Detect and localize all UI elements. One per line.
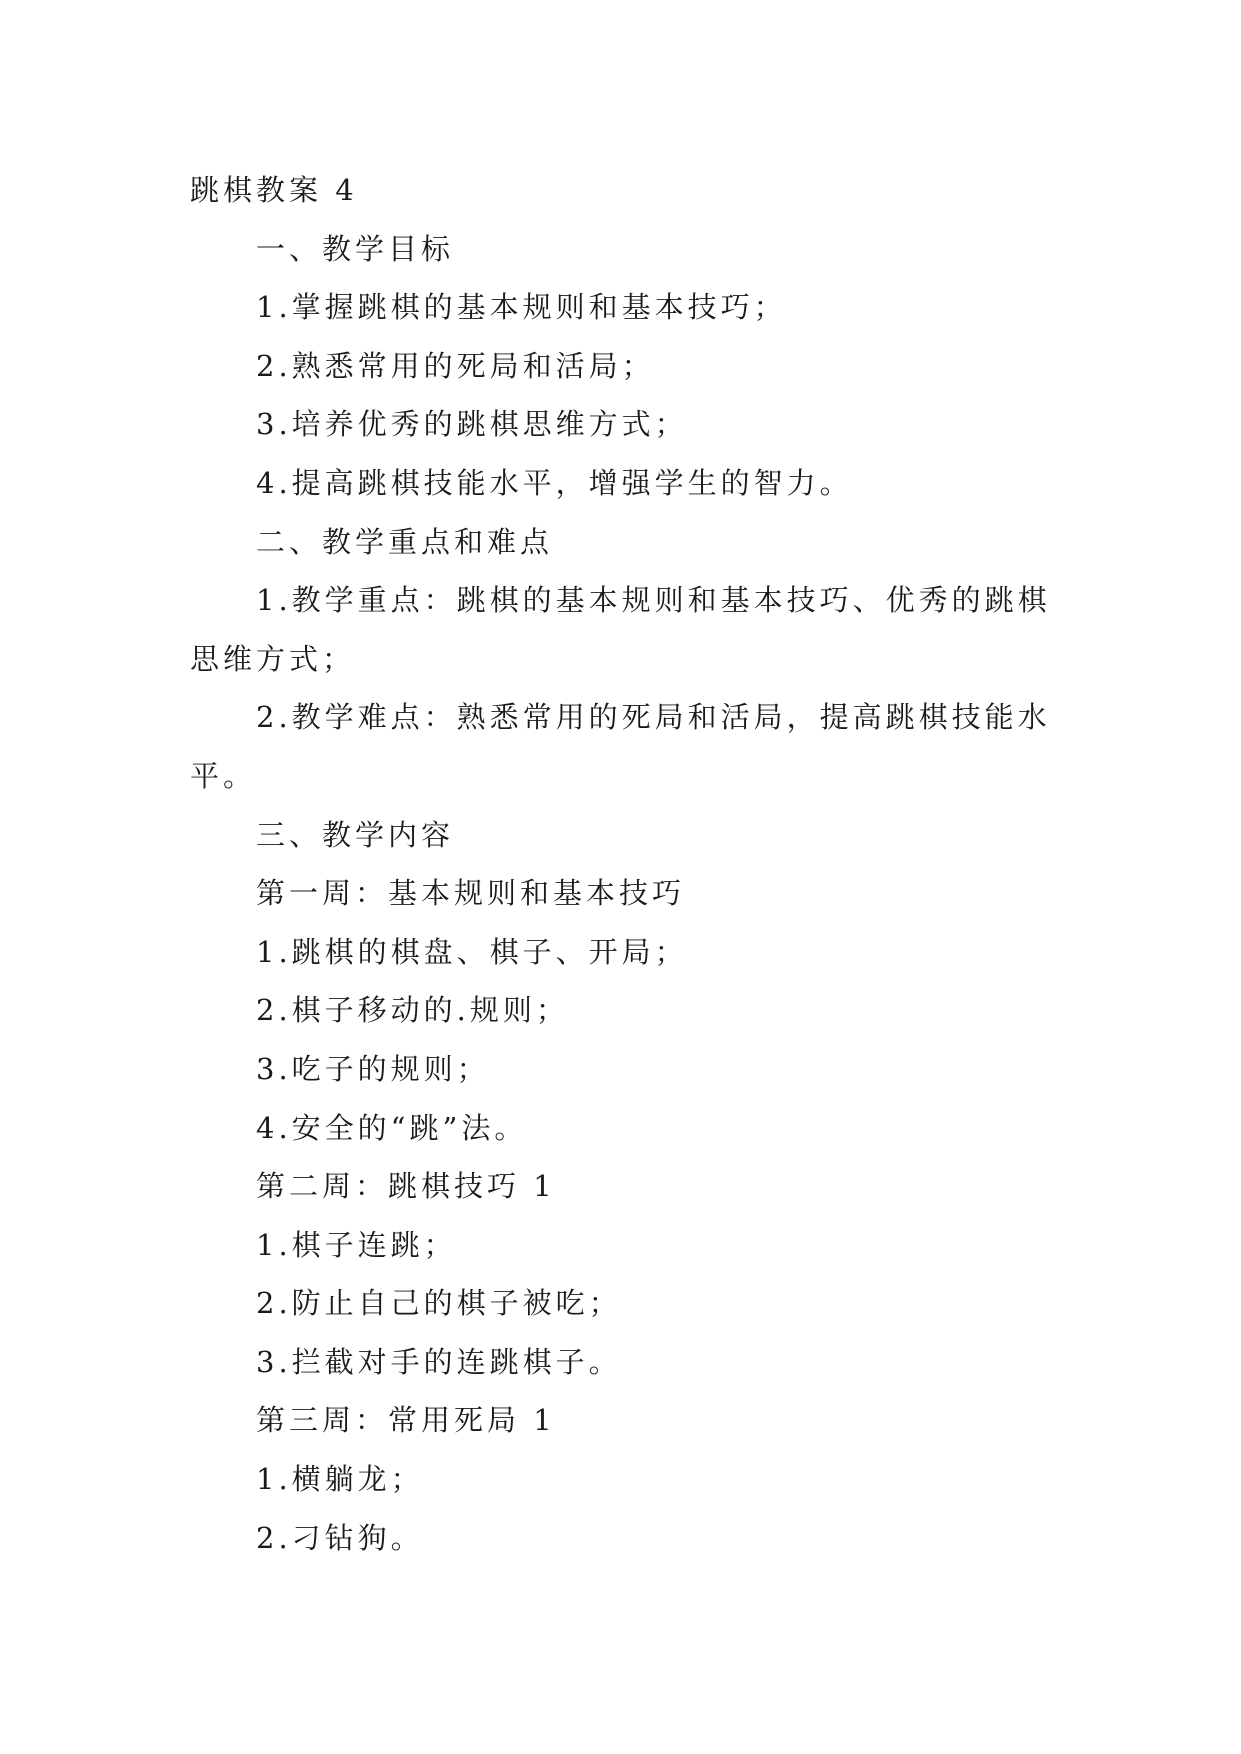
paragraph: 3.培养优秀的跳棋思维方式； [256,407,688,442]
paragraph: 2.熟悉常用的死局和活局； [256,348,655,383]
paragraph: 3.拦截对手的连跳棋子。 [256,1344,622,1379]
paragraph: 1.教学重点：跳棋的基本规则和基本技巧、优秀的跳棋 [256,583,1051,618]
paragraph: 1.棋子连跳； [256,1227,457,1262]
paragraph: 2.刁钻狗。 [256,1520,424,1555]
section-heading-objectives: 一、教学目标 [256,231,455,266]
paragraph-continuation: 思维方式； [190,641,356,676]
paragraph-continuation: 平。 [190,758,257,793]
week-heading: 第二周：跳棋技巧 1 [256,1169,556,1204]
paragraph: 1.跳棋的棋盘、棋子、开局； [256,934,688,969]
paragraph: 2.教学难点：熟悉常用的死局和活局，提高跳棋技能水 [256,700,1051,735]
section-heading-content: 三、教学内容 [256,817,455,852]
paragraph: 3.吃子的规则； [256,1051,490,1086]
document-title: 跳棋教案 4 [190,173,358,207]
paragraph: 1.掌握跳棋的基本规则和基本技巧； [256,290,787,325]
document-body [190,161,1050,1567]
paragraph: 4.提高跳棋技能水平，增强学生的智力。 [256,465,853,500]
paragraph: 2.棋子移动的.规则； [256,993,569,1028]
week-heading: 第三周：常用死局 1 [256,1403,556,1438]
paragraph: 2.防止自己的棋子被吃； [256,1286,622,1321]
paragraph: 1.横躺龙； [256,1462,424,1497]
week-heading: 第一周：基本规则和基本技巧 [256,876,686,911]
paragraph: 4.安全的“跳”法。 [256,1110,528,1145]
section-heading-key-points: 二、教学重点和难点 [256,524,554,559]
